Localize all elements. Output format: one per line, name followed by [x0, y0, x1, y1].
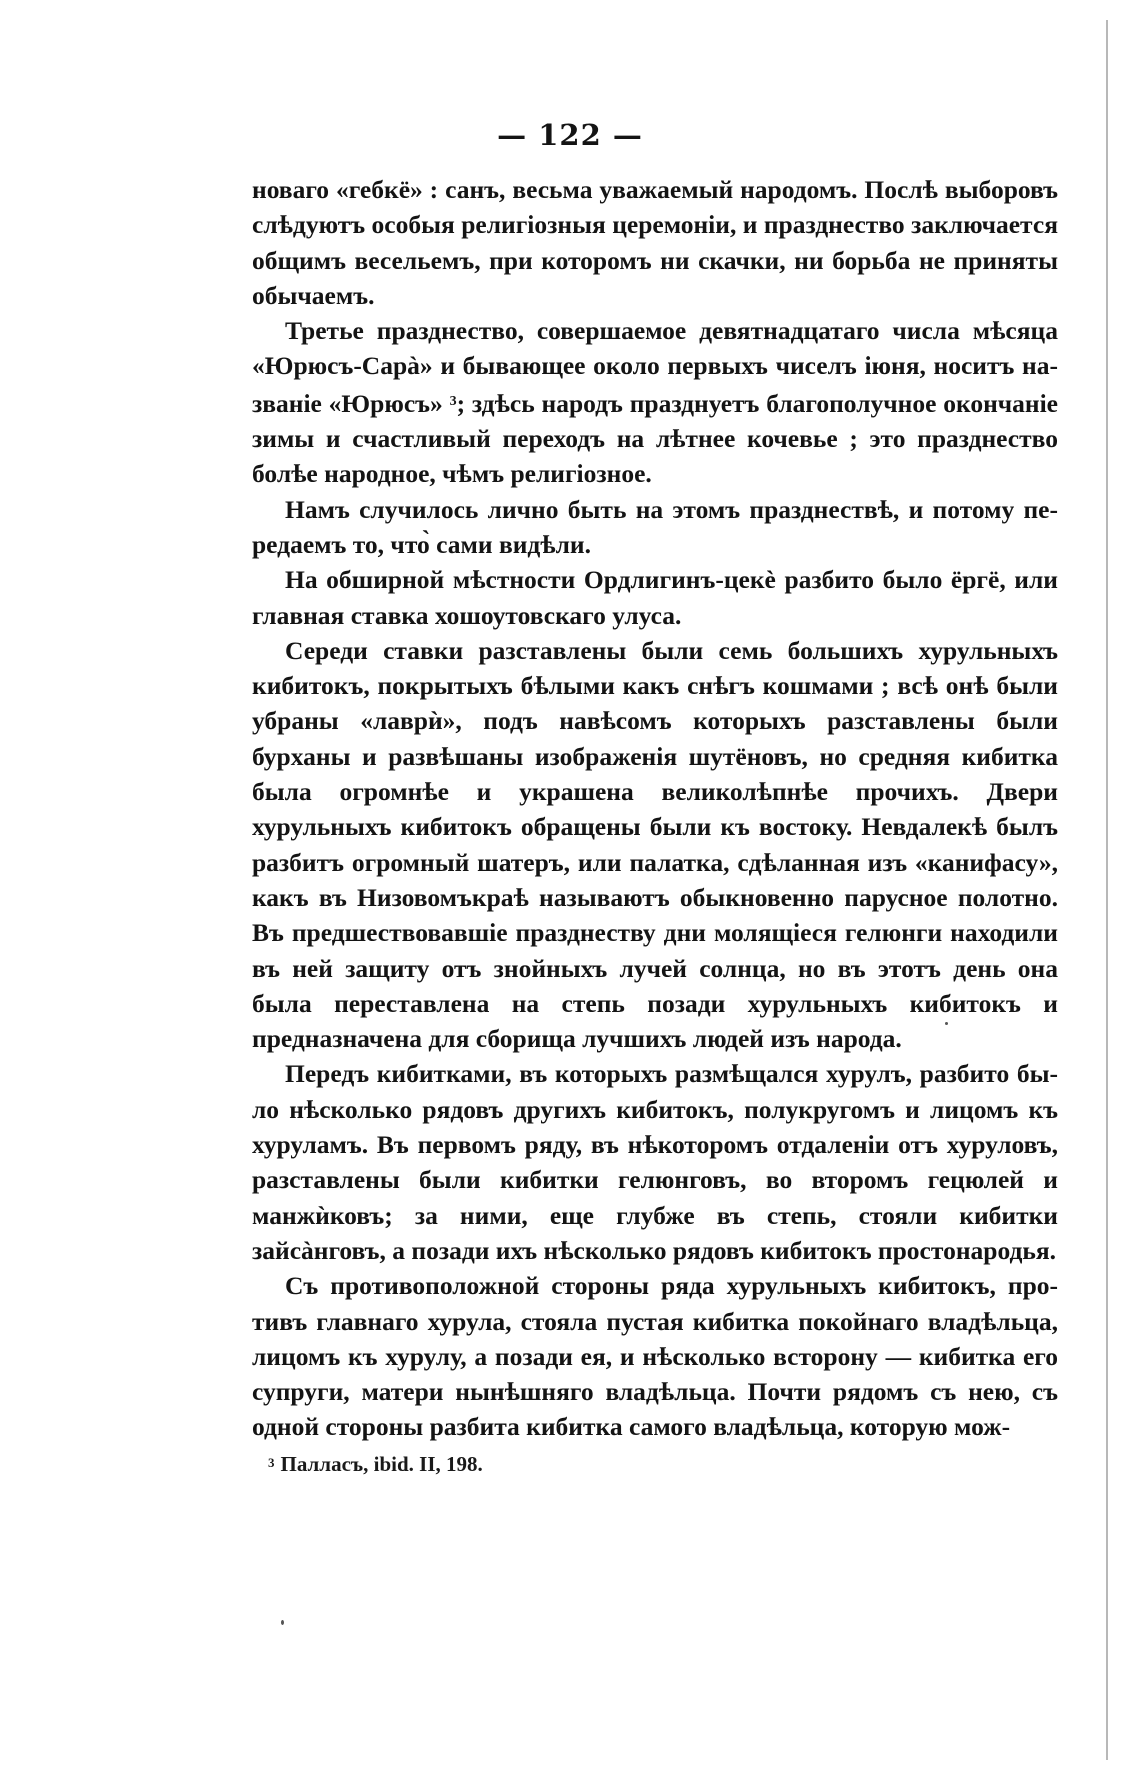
ink-speck [281, 1620, 284, 1625]
body-text [252, 172, 1058, 1445]
page-edge-line [1106, 20, 1108, 1760]
paragraph-7: Съ противоположной стороны ряда хурульныхъ кибитокъ, противъ главнаго хурула, стояла пустая кибитка покойнаго владѣльца, лицомъ къ хурулу, а позади ея, и нѣсколько всторону — кибитка его супруги, матери нынѣшняго владѣльца. Почти рядомъ съ нею, съ одной стороны разбита кибитка самого владѣльца, которую мож- [252, 1271, 1058, 1442]
paragraph-2-text: Третье празднество, совершаемое девятнадцатаго числа мѣсяца «Юрюсъ-Сарà» и бывающее около первыхъ чиселъ іюня, носитъ названіе «Юрюсъ» [252, 316, 1058, 418]
paragraph-1: новаго «гебкё» : санъ, весьма уважаемый народомъ. Послѣ выборовъ слѣдуютъ особыя религіозныя церемоніи, и празднество заключается общимъ весельемъ, при которомъ ни скачки, ни борьба не приняты обычаемъ. [252, 175, 1058, 310]
paragraph-2 [252, 313, 1058, 491]
footnote-reference: 3 [449, 393, 457, 409]
footnote [268, 1452, 483, 1477]
ink-speck [945, 1022, 948, 1025]
paragraph-5: Середи ставки разставлены были семь большихъ хурульныхъ кибитокъ, покрытыхъ бѣлыми какъ снѣгъ кошмами ; всѣ онѣ были убраны «лаврѝ», подъ навѣсомъ которыхъ разставлены были бурханы и развѣшаны изображенія шутёновъ, но средняя кибитка была огромнѣе и украшена великолѣпнѣе прочихъ. Двери хурульныхъ кибитокъ обращены были къ востоку. Невдалекѣ былъ разбитъ огромный шатеръ, или палатка, сдѣланная изъ «канифасу», какъ въ Низовомъкраѣ называютъ обыкновенно парусное полотно. Въ предшествовавшіе празднеству дни молящіеся гелюнги находили въ ней защиту отъ знойныхъ лучей солнца, но въ этотъ день она была переставлена на степь позади хурульныхъ кибитокъ и предназначена для сборища лучшихъ людей изъ народа. [252, 635, 1058, 1054]
footnote-marker: 3 [268, 1455, 275, 1470]
footnote-text: Палласъ, ibid. II, 198. [280, 1452, 483, 1476]
paragraph-2-continuation: ; здѣсь народъ празднуетъ благополучное окончаніе зимы и счастливый переходъ на лѣтнее кочевье ; это празднество болѣе народное, чѣмъ религіозное. [252, 388, 1058, 489]
paragraph-4: На обширной мѣстности Ордлигинъ-цекè разбито было ёргё, или главная ставка хошоутовскаго улуса. [252, 565, 1058, 630]
paragraph-6: Передъ кибитками, въ которыхъ размѣщался хурулъ, разбито было нѣсколько рядовъ другихъ кибитокъ, полукругомъ и лицомъ къ хуруламъ. Въ первомъ ряду, въ нѣкоторомъ отдаленіи отъ хуруловъ, разставлены были кибитки гелюнговъ, во второмъ гецюлей и манжѝковъ; за ними, еще глубже въ степь, стояли кибитки зайсàнговъ, а позади ихъ нѣсколько рядовъ кибитокъ простонародья. [252, 1059, 1058, 1265]
paragraph-3: Намъ случилось лично быть на этомъ празднествѣ, и потому передаемъ то, что̀ сами видѣли. [252, 494, 1058, 559]
page-number: — 122 — [497, 118, 643, 152]
